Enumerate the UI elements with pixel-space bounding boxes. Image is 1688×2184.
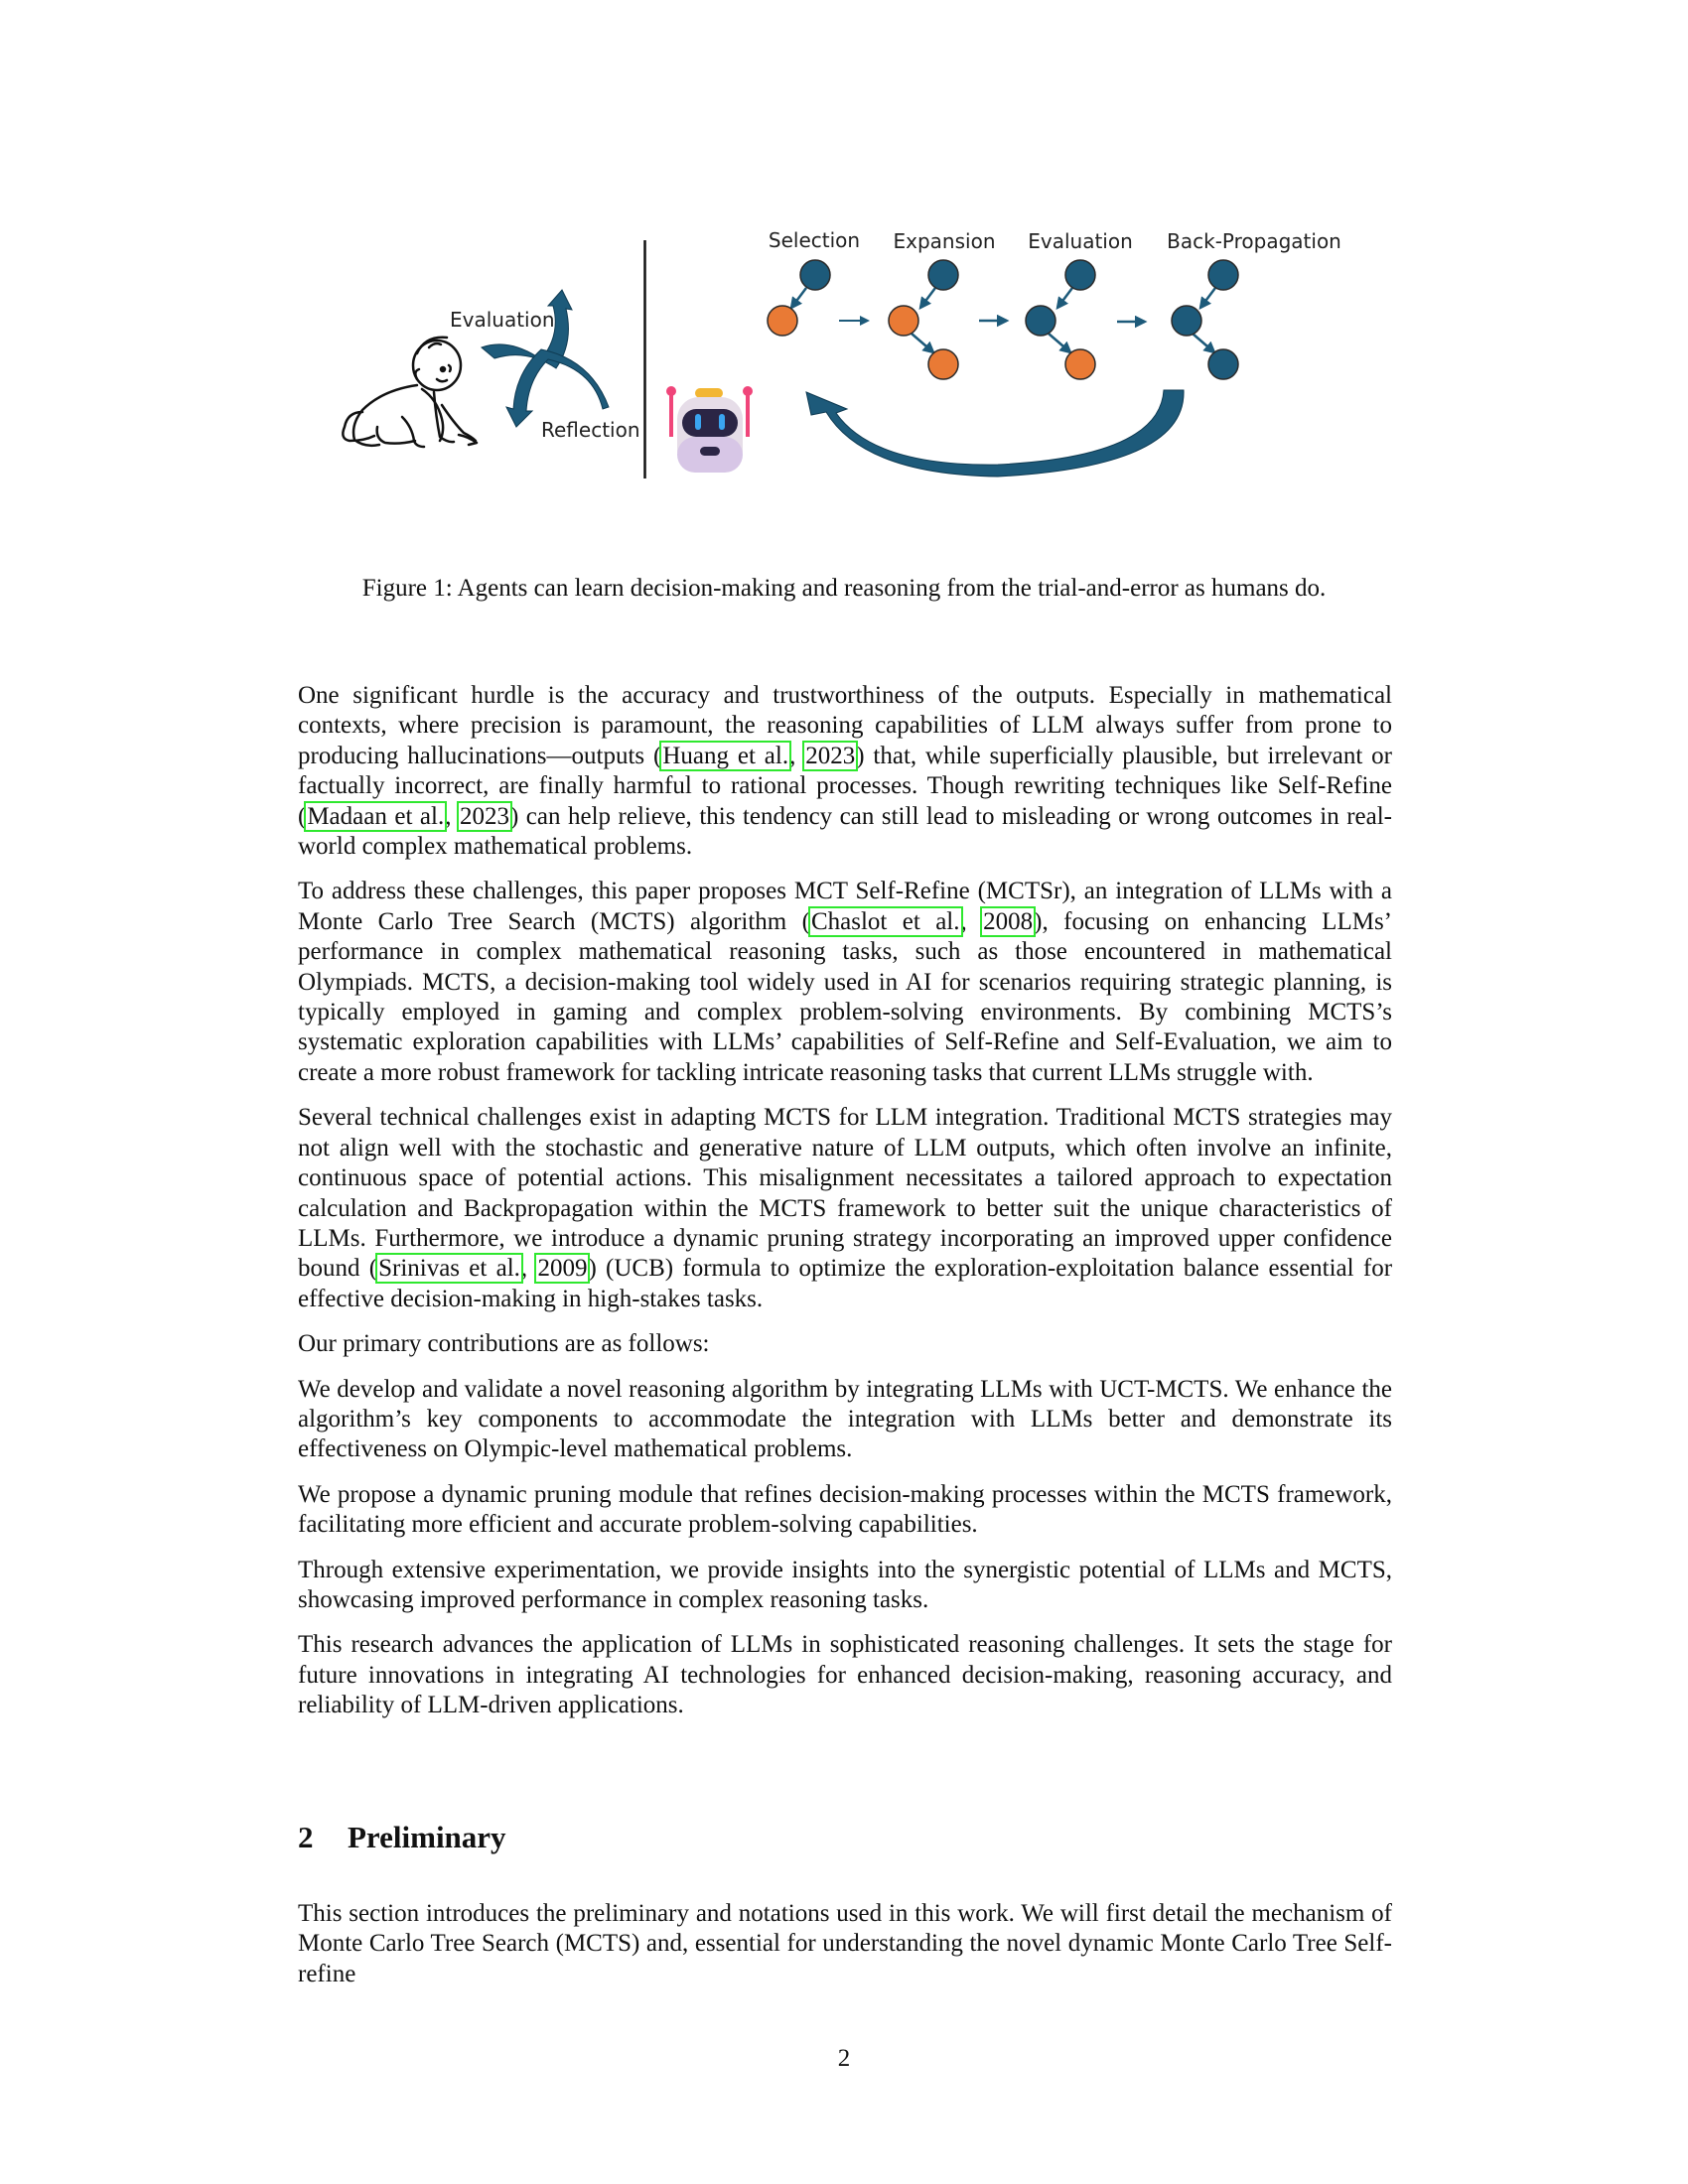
citation-chaslot-2008-author[interactable]: Chaslot et al. [810,907,960,935]
crawling-baby-illustration [343,338,477,447]
stage-label-expansion: Expansion [893,229,996,253]
section-title: Preliminary [348,1820,506,1854]
section-number: 2 [298,1820,314,1854]
robot-icon [666,386,753,473]
paragraph-contribution-1: We develop and validate a novel reasoning algorithm by integrating LLMs with UCT-MCTS. We enhance the algorithm’s key components to accommodate the integration with LLMs better and demonstrate its effectiveness on Olympic-level mathematical problems. [298,1375,1392,1463]
stage-label-back-propagation: Back-Propagation [1167,229,1341,253]
expansion-tree [889,260,958,379]
stage-label-evaluation: Evaluation [1028,229,1133,253]
body-text-intro [298,681,1392,1736]
paragraph-contributions-intro: Our primary contributions are as follows: [298,1330,710,1358]
paragraph-contribution-3: Through extensive experimentation, we provide insights into the synergistic potential of LLMs and MCTS, showcasing improved performance in complex reasoning tasks. [298,1556,1392,1613]
citation-srinivas-2009-year[interactable]: 2009 [537,1255,588,1283]
figure-caption: Figure 1: Agents can learn decision-making and reasoning from the trial-and-error as humans do. [361,575,1327,602]
selection-tree [768,260,830,336]
loop-back-arrow-icon [806,390,1184,477]
paragraph-contribution-2: We propose a dynamic pruning module that refines decision-making processes within the MCTS framework, facilitating more efficient and accurate problem-solving capabilities. [298,1480,1392,1539]
paragraph-hallucination: One significant hurdle is the accuracy and trustworthiness of the outputs. Especially in mathematical contexts, where precision is paramount, the reasoning capabilities of LLM always suffer from prone to producing hallucinations—outputs (Huang et al., 2023) that, while superficially plausible, but irrelevant or factually incorrect, are finally harmful to rational processes. Though rewriting techniques like Self-Refine (Madaan et al., 2023) can help relieve, this tendency can still lead to misleading or wrong outcomes in real-world complex mathematical problems. [298,682,1393,861]
body-text-preliminary [298,1899,1392,2004]
paragraph-mctsr-proposal: To address these challenges, this paper proposes MCT Self-Refine (MCTSr), an integration of LLMs with a Monte Carlo Tree Search (MCTS) algorithm (Chaslot et al., 2008), focusing on enhancing LLMs’ performance in complex mathematical reasoning tasks, such as those encountered in mathematical Olympiads. MCTS, a decision-making tool widely used in AI for scenarios requiring strategic planning, is typically employed in gaming and complex problem-solving environments. By combining MCTS’s systematic exploration capabilities with LLMs’ capabilities of Self-Refine and Self-Evaluation, we aim to create a more robust framework for tackling intricate reasoning tasks that current LLMs struggle with. [298,878,1392,1086]
paragraph-research-impact: This research advances the application of LLMs in sophisticated reasoning challenges. It sets the stage for future innovations in integrating AI technologies for enhanced decision-making, reasoning accuracy, and reliability of LLM-driven applications. [298,1631,1392,1719]
figure-1 [0,0,1688,516]
citation-huang-2023-author[interactable]: Huang et al. [662,742,789,769]
citation-huang-2023-year[interactable]: 2023 [805,742,856,769]
page-number: 2 [837,2045,851,2072]
citation-srinivas-2009-author[interactable]: Srinivas et al. [378,1255,520,1283]
evaluation-label: Evaluation [450,308,555,332]
citation-madaan-2023-author[interactable]: Madaan et al. [307,802,445,830]
paragraph-technical-challenges: Several technical challenges exist in adapting MCTS for LLM integration. Traditional MCTS strategies may not align well with the stochastic and generative nature of LLM outputs, which often involve an infinite, continuous space of potential actions. This misalignment necessitates a tailored approach to expectation calculation and Backpropagation within the MCTS framework to better suit the unique characteristics of LLMs. Furthermore, we introduce a dynamic pruning strategy incorporating an improved upper confidence bound (Srinivas et al., 2009) (UCB) formula to optimize the exploration-exploitation balance essential for effective decision-making in high-stakes tasks. [298,1104,1393,1312]
reflection-label: Reflection [541,418,640,442]
citation-madaan-2023-year[interactable]: 2023 [459,802,509,830]
evaluation-tree [1026,260,1095,379]
figure-graphic [0,0,1688,516]
stage-label-selection: Selection [768,228,861,252]
back-propagation-tree [1172,260,1238,379]
citation-chaslot-2008-year[interactable]: 2008 [983,907,1034,935]
paragraph-preliminary-intro: This section introduces the preliminary and notations used in this work. We will first detail the mechanism of Monte Carlo Tree Search (MCTS) and, essential for understanding the novel dynamic Monte Carlo Tree Self-refine [298,1900,1392,1987]
section-heading [298,1820,506,1855]
